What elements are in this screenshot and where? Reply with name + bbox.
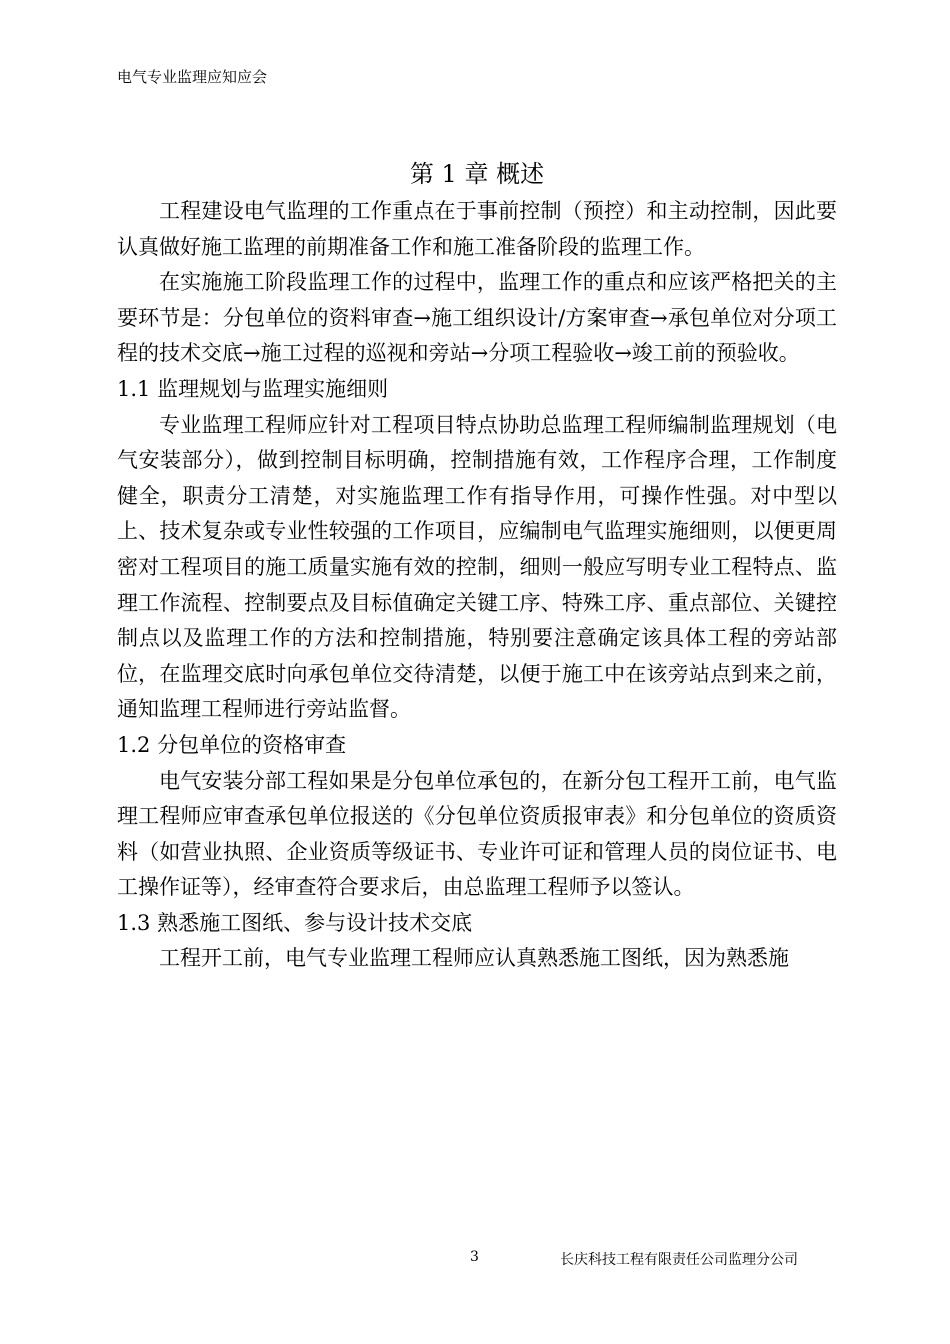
document-body [117,154,837,977]
footer-company: 长庆科技工程有限责任公司监理分公司 [560,1252,798,1268]
section-heading-1-2: 1.2 分包单位的资格审查 [117,732,347,757]
section-body-1-3: 工程开工前，电气专业监理工程师应认真熟悉施工图纸，因为熟悉施 [159,946,789,971]
intro-paragraph-1: 工程建设电气监理的工作重点在于事前控制（预控）和主动控制，因此要认真做好施工监理的前期准备工作和施工准备阶段的监理工作。 [117,199,837,259]
intro-paragraph-2: 在实施施工阶段监理工作的过程中，监理工作的重点和应该严格把关的主要环节是：分包单位的资料审查→施工组织设计/方案审查→承包单位对分项工程的技术交底→施工过程的巡视和旁站→分项工程验收→竣工前的预验收。 [117,270,837,366]
section-heading-1-1: 1.1 监理规划与监理实施细则 [117,376,389,401]
section-heading-1-3: 1.3 熟悉施工图纸、参与设计技术交底 [117,910,473,935]
section-body-1-1: 专业监理工程师应针对工程项目特点协助总监理工程师编制监理规划（电气安装部分），做到控制目标明确，控制措施有效，工作程序合理，工作制度健全，职责分工清楚，对实施监理工作有指导作用，可操作性强。对中型以上、技术复杂或专业性较强的工作项目，应编制电气监理实施细则，以便更周密对工程项目的施工质量实施有效的控制，细则一般应写明专业工程特点、监理工作流程、控制要点及目标值确定关键工序、特殊工序、重点部位、关键控制点以及监理工作的方法和控制措施，特别要注意确定该具体工程的旁站部位，在监理交底时向承包单位交待清楚，以便于施工中在该旁站点到来之前，通知监理工程师进行旁站监督。 [117,412,837,722]
chapter-title: 第 1 章 概述 [409,160,545,188]
page-header: 电气专业监理应知应会 [117,68,268,86]
section-body-1-2: 电气安装分部工程如果是分包单位承包的，在新分包工程开工前，电气监理工程师应审查承包单位报送的《分包单位资质报审表》和分包单位的资质资料（如营业执照、企业资质等级证书、专业许可证和管理人员的岗位证书、电工操作证等），经审查符合要求后，由总监理工程师予以签认。 [117,768,837,900]
page-number: 3 [470,1249,479,1265]
